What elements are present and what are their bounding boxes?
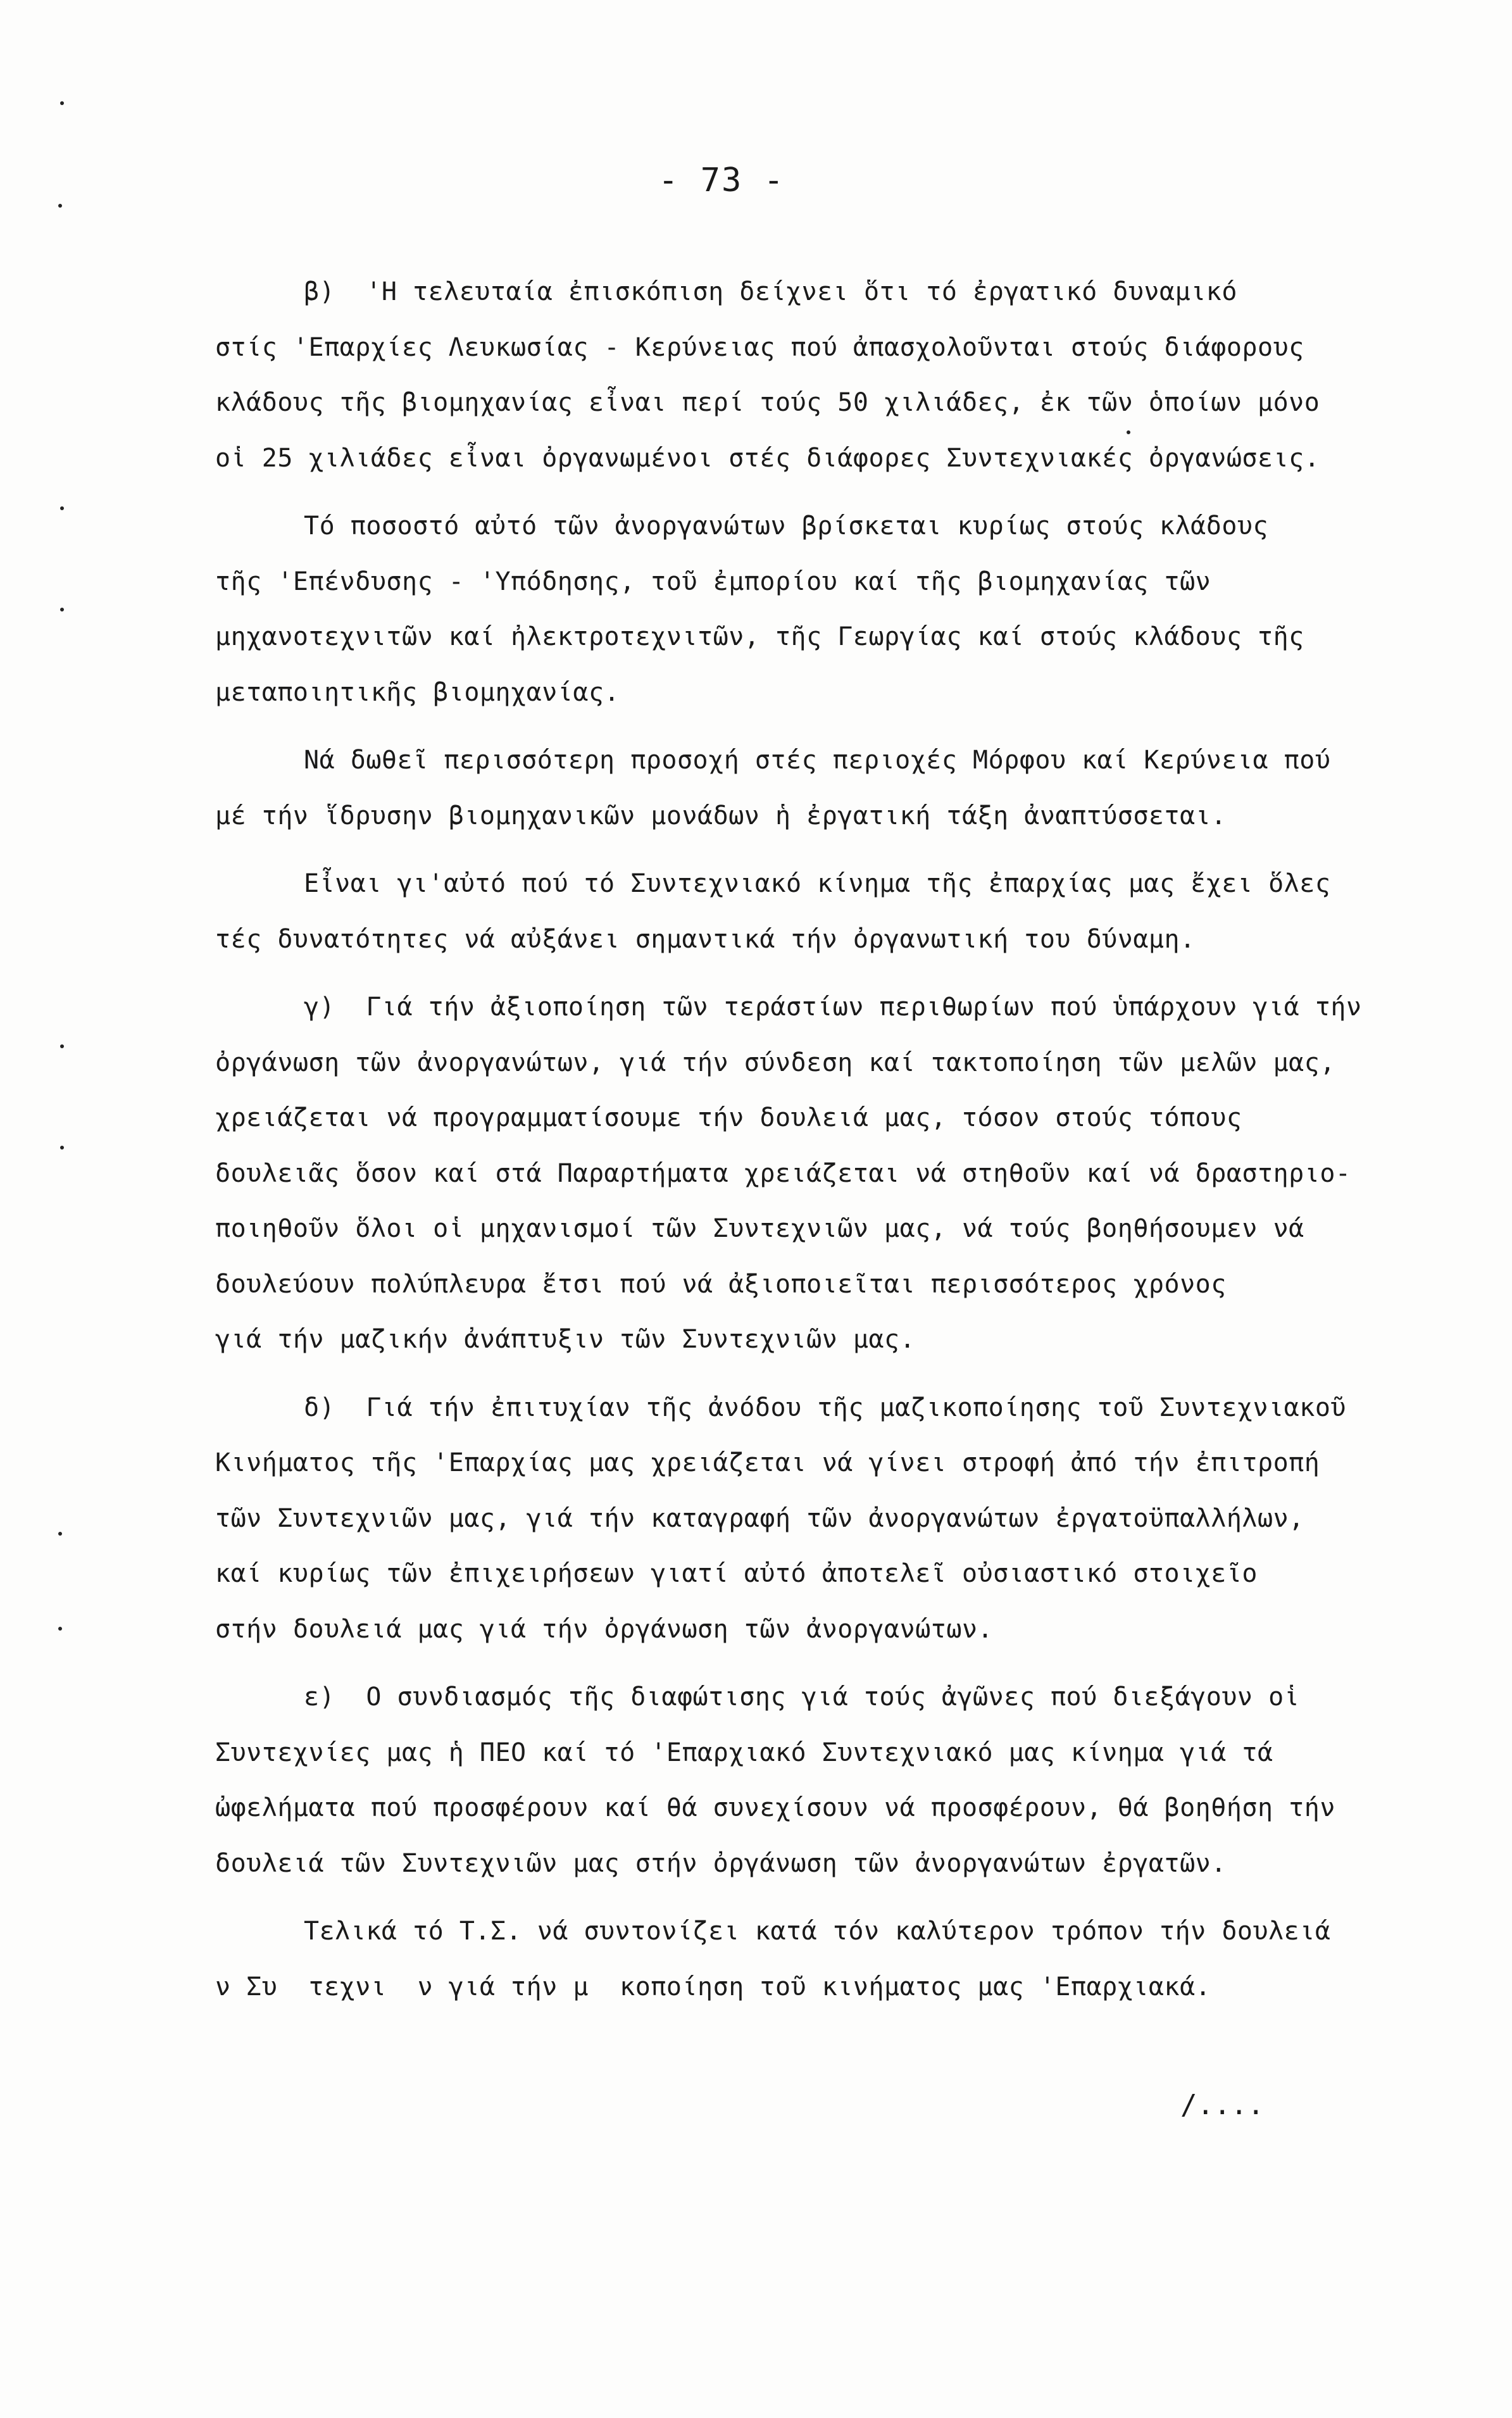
text-line: ὀργάνωση τῶν ἀνοργανώτων, γιά τήν σύνδεση καί τακτοποίηση τῶν μελῶν μας, (215, 1048, 1335, 1077)
scan-speck (58, 1532, 62, 1536)
text-line: Νά δωθεῖ περισσότερη προσοχή στές περιοχές Μόρφου καί Κερύνεια πού (304, 746, 1331, 775)
text-line: ὠφελήματα πού προσφέρουν καί θά συνεχίσουν νά προσφέρουν, θά βοηθήση τήν (215, 1793, 1335, 1822)
text-line: ποιηθοῦν ὅλοι οἱ μηχανισμοί τῶν Συντεχνιῶν μας, νά τούς βοηθήσουμεν νά (215, 1214, 1304, 1243)
text-line: γιά τήν μαζικήν ἀνάπτυξιν τῶν Συντεχνιῶν μας. (215, 1325, 916, 1354)
text-line: Συντεχνίες μας ἡ ΠΕΟ καί τό 'Επαρχιακό Συντεχνιακό μας κίνημα γιά τά (215, 1738, 1273, 1767)
text-line: ν Συ τεχνι ν γιά τήν μ κοποίηση τοῦ κινήματος μας 'Επαρχιακά. (215, 1972, 1211, 2001)
text-line: μέ τήν ἵδρυσην βιομηχανικῶν μονάδων ἡ ἐργατική τάξη ἀναπτύσσεται. (215, 801, 1227, 830)
continuation-mark: /.... (1180, 2089, 1265, 2121)
paragraph-movement (215, 856, 1373, 967)
text-line: γ) Γιά τήν ἀξιοποίηση τῶν τεράστίων περιθωρίων πού ὑπάρχουν γιά τήν (304, 993, 1362, 1022)
text-line: στίς 'Επαρχίες Λευκωσίας - Κερύνειας πού ἀπασχολοῦνται στούς διάφορους (215, 332, 1304, 362)
scan-speck (58, 1627, 62, 1631)
scan-speck (60, 608, 64, 611)
text-line: καί κυρίως τῶν ἐπιχειρήσεων γιατί αὐτό ἀποτελεῖ οὐσιαστικό στοιχεῖο (215, 1559, 1258, 1588)
paragraph-final (215, 1904, 1373, 2015)
text-line: β) 'Η τελευταία ἐπισκόπιση δείχνει ὅτι τό ἐργατικό δυναμικό (304, 277, 1237, 306)
text-line: μηχανοτεχνιτῶν καί ἠλεκτροτεχνιτῶν, τῆς Γεωργίας καί στούς κλάδους τῆς (215, 622, 1304, 651)
text-line: ε) Ο συνδιασμός τῆς διαφώτισης γιά τούς ἀγῶνες πού διεξάγουν οἱ (304, 1682, 1300, 1712)
scan-speck (1127, 430, 1130, 434)
text-line: οἱ 25 χιλιάδες εἶναι ὀργανωμένοι στές διάφορες Συντεχνιακές ὀργανώσεις. (215, 443, 1320, 473)
text-line: δουλειά τῶν Συντεχνιῶν μας στήν ὀργάνωση τῶν ἀνοργανώτων ἐργατῶν. (215, 1848, 1227, 1878)
paragraph-c (215, 980, 1373, 1368)
text-line: μεταποιητικῆς βιομηχανίας. (215, 677, 620, 707)
paragraph-e (215, 1670, 1373, 1891)
paragraph-d (215, 1381, 1373, 1658)
scan-speck (60, 506, 64, 510)
scan-speck (60, 101, 64, 105)
text-line: Τελικά τό Τ.Σ. νά συντονίζει κατά τόν καλύτερον τρόπον τήν δουλειά (304, 1917, 1331, 1946)
page-number: - 73 - (658, 161, 785, 199)
text-line: στήν δουλειά μας γιά τήν ὀργάνωση τῶν ἀνοργανώτων. (215, 1614, 994, 1644)
text-line: τῶν Συντεχνιῶν μας, γιά τήν καταγραφή τῶν ἀνοργανώτων ἐργατοϋπαλλήλων, (215, 1503, 1304, 1533)
scan-speck (58, 204, 62, 208)
document-body (215, 265, 1373, 2015)
paragraph-attention (215, 733, 1373, 844)
text-line: Εἶναι γι'αὐτό πού τό Συντεχνιακό κίνημα τῆς ἐπαρχίας μας ἔχει ὅλες (304, 869, 1331, 898)
paragraph-b (215, 265, 1373, 486)
scan-speck (60, 1146, 64, 1149)
text-line: Τό ποσοστό αὐτό τῶν ἀνοργανώτων βρίσκεται κυρίως στούς κλάδους (304, 511, 1269, 541)
text-line: κλάδους τῆς βιομηχανίας εἶναι περί τούς 50 χιλιάδες, ἐκ τῶν ὁποίων μόνο (215, 388, 1320, 417)
text-line: χρειάζεται νά προγραμματίσουμε τήν δουλειά μας, τόσον στούς τόπους (215, 1103, 1242, 1132)
scan-speck (60, 1044, 64, 1048)
paragraph-percentage (215, 499, 1373, 720)
text-line: δουλεύουν πολύπλευρα ἔτσι πού νά ἀξιοποιεῖται περισσότερος χρόνος (215, 1269, 1227, 1299)
text-line: Κινήματος τῆς 'Επαρχίας μας χρειάζεται νά γίνει στροφή ἀπό τήν ἐπιτροπή (215, 1448, 1320, 1477)
text-line: τῆς 'Επένδυσης - 'Υπόδησης, τοῦ ἐμπορίου καί τῆς βιομηχανίας τῶν (215, 567, 1211, 596)
text-line: δουλειᾶς ὅσον καί στά Παραρτήματα χρειάζεται νά στηθοῦν καί νά δραστηριο- (215, 1158, 1351, 1188)
text-line: δ) Γιά τήν ἐπιτυχίαν τῆς ἀνόδου τῆς μαζικοποίησης τοῦ Συντεχνιακοῦ (304, 1393, 1346, 1422)
text-line: τές δυνατότητες νά αὐξάνει σημαντικά τήν ὀργανωτική του δύναμη. (215, 924, 1196, 954)
